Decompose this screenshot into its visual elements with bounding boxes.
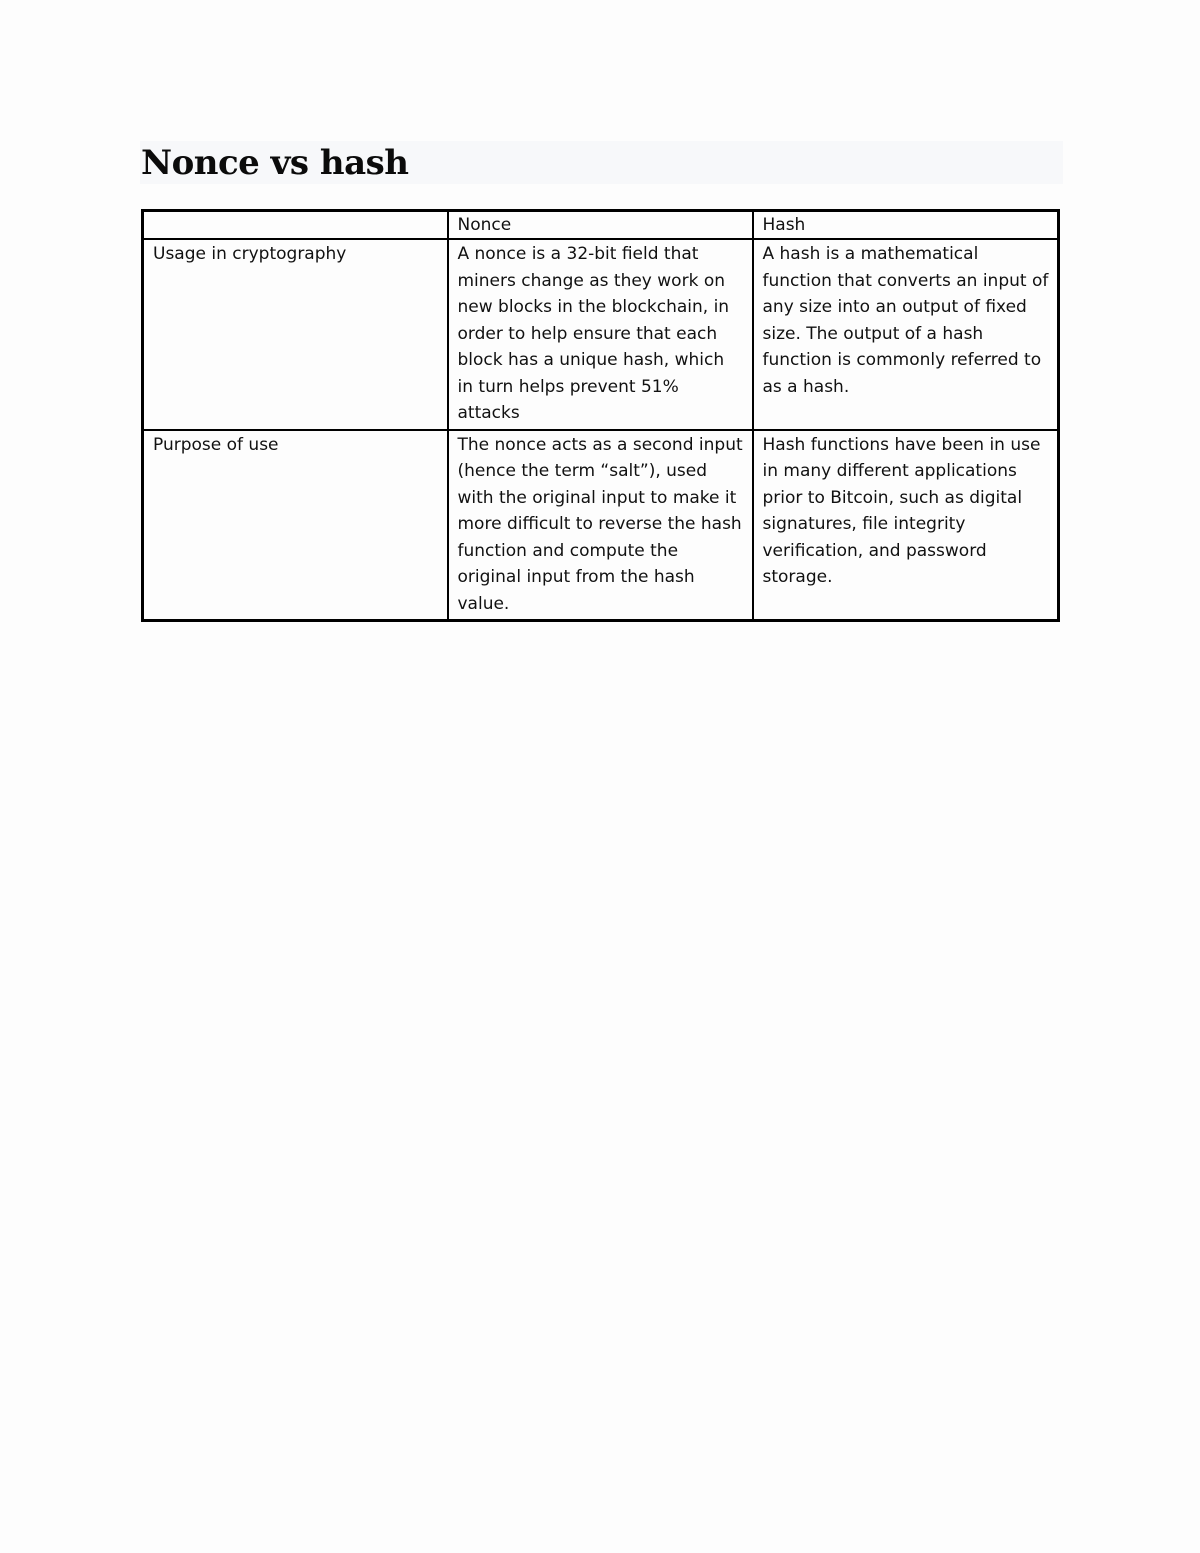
- header-cell-hash: Hash: [753, 211, 1059, 240]
- cell-hash-usage: A hash is a mathematical function that converts an input of any size into an output of fixed size. The output of a hash function is commonly referred to as a hash.: [753, 239, 1059, 430]
- cell-nonce-purpose: The nonce acts as a second input (hence the term “salt”), used with the original input to make it more difficult to reverse the hash function and compute the original input from the hash value.: [448, 430, 753, 621]
- cell-nonce-usage: A nonce is a 32-bit field that miners change as they work on new blocks in the blockchain, in order to help ensure that each block has a unique hash, which in turn helps prevent 51% attacks: [448, 239, 753, 430]
- comparison-table: [141, 209, 1060, 622]
- row-label-purpose: Purpose of use: [143, 430, 448, 621]
- cell-hash-purpose: Hash functions have been in use in many different applications prior to Bitcoin, such as digital signatures, file integrity verification, and password storage.: [753, 430, 1059, 621]
- page-title: Nonce vs hash: [141, 143, 409, 183]
- table-row: [143, 239, 1059, 430]
- row-label-usage: Usage in cryptography: [143, 239, 448, 430]
- table-header-row: [143, 211, 1059, 240]
- header-cell-nonce: Nonce: [448, 211, 753, 240]
- table-row: [143, 430, 1059, 621]
- header-cell-empty: [143, 211, 448, 240]
